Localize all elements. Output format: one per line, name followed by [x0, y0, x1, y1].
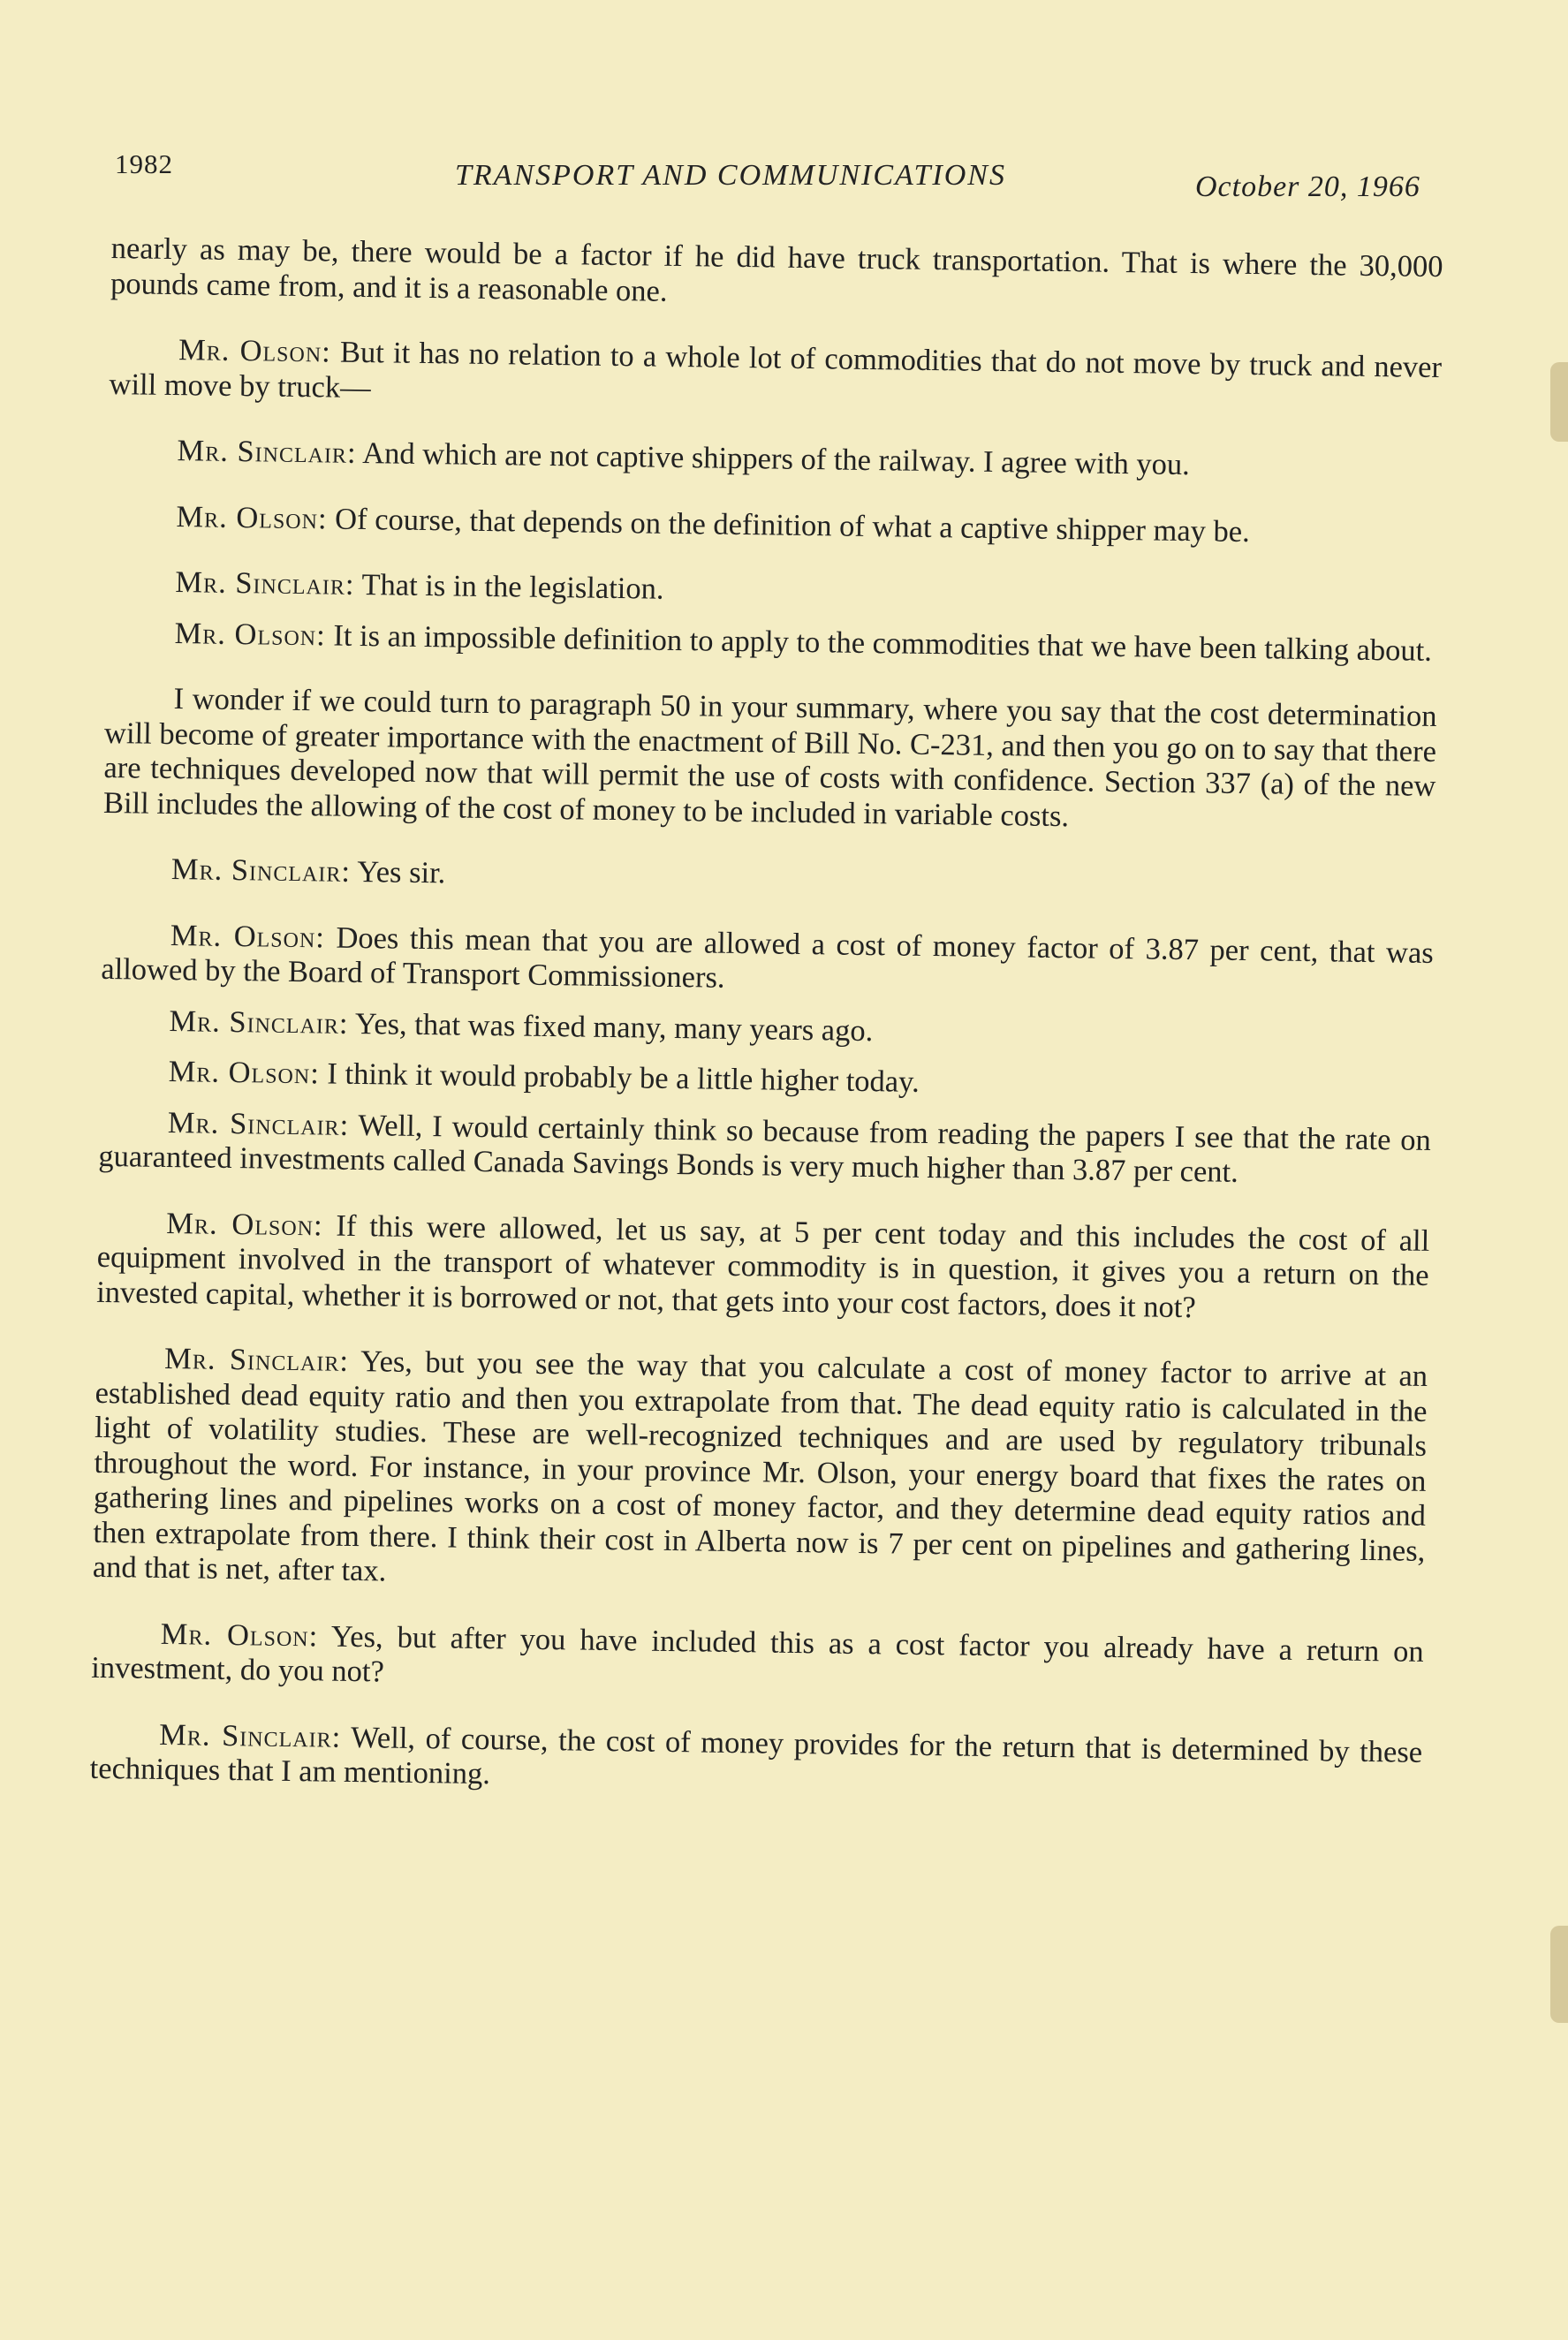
paragraph-text: Of course, that depends on the definition of what a captive shipper may be. — [334, 502, 1251, 549]
paragraph-text: Yes, but you see the way that you calculate a cost of money factor to arrive at an established dead equity ratio and then you extrapolate from that. The dead equity ratio is calculated in the light of volatility studies. These are well-recognized techniques and are used by regulatory tribunals throughout the word. For instance, in your province Mr. Olson, your energy board that fixes the rates on gathering lines and pipelines works on a cost of money factor, and they determine dead equity ratios and then extrapolate from there. I think their cost in Alberta now is 7 per cent on pipelines and gathering lines, and that is net, after tax. — [92, 1344, 1428, 1588]
paragraph-text: Yes sir. — [357, 854, 446, 890]
running-title: TRANSPORT AND COMMUNICATIONS — [455, 159, 1006, 192]
speaker-name: Mr. Olson: — [170, 918, 326, 954]
paragraph-text: I think it would probably be a little higher today. — [327, 1056, 920, 1099]
speaker-name: Mr. Olson: — [174, 616, 327, 652]
paragraph — [100, 1003, 1432, 1056]
paragraph — [98, 1104, 1431, 1193]
paragraph-text: nearly as may be, there would be a factor if he did have truck transportation. That is where the 30,000 pounds came from, and it is a reasonable one. — [110, 231, 1443, 308]
paragraph-text: It is an impossible definition to apply to the commodities that we have been talking about. — [333, 618, 1433, 668]
paragraph-text: I wonder if we could turn to paragraph 50 in your summary, where you say that the cost determination will become of greater importance with the enactment of Bill No. C-231, and then you go on to say that there are techniques developed now that will permit the use of costs with confidence. Section 337 (a) of the new Bill includes the allowing of the cost of money to be included in variable costs. — [102, 682, 1437, 833]
paragraph — [96, 1205, 1430, 1329]
paragraph — [102, 852, 1435, 905]
speaker-name: Mr. Sinclair: — [167, 1105, 350, 1142]
paragraph-text: And which are not captive shippers of the railway. I agree with you. — [362, 435, 1191, 482]
paragraph — [108, 433, 1440, 487]
paragraph — [107, 498, 1439, 552]
speaker-name: Mr. Sinclair: — [163, 1341, 350, 1378]
speaker-name: Mr. Sinclair: — [177, 434, 357, 470]
paragraph-text: Well, I would certainly think so because from reading the papers I see that the rate on guaranteed investments called Canada Savings Bonds is very much higher than 3.87 per cent. — [98, 1108, 1432, 1189]
speaker-name: Mr. Olson: — [178, 333, 332, 369]
paragraph-text: Yes, but after you have included this as a cost factor you already have a return on investment, do you not? — [91, 1619, 1424, 1689]
paragraph — [99, 1054, 1431, 1108]
speaker-name: Mr. Olson: — [166, 1206, 323, 1242]
paragraph-text: Well, of course, the cost of money provides for the return that is determined by these techniques that I am mentioning. — [89, 1720, 1423, 1791]
paragraph — [105, 615, 1437, 669]
paragraph — [103, 681, 1437, 839]
binding-mark — [1550, 1926, 1568, 2023]
paragraph-continuation — [110, 231, 1443, 320]
speaker-name: Mr. Olson: — [160, 1617, 319, 1653]
running-header — [0, 0, 1568, 203]
speaker-name: Mr. Sinclair: — [175, 565, 355, 602]
paragraph-text: Yes, that was fixed many, many years ago. — [354, 1006, 874, 1048]
speaker-name: Mr. Sinclair: — [169, 1003, 349, 1041]
paragraph — [91, 1616, 1424, 1704]
binding-mark — [1550, 362, 1568, 442]
paragraph — [93, 1341, 1428, 1604]
paragraph — [109, 332, 1442, 420]
page-number: 1982 — [115, 148, 173, 179]
paragraph — [101, 917, 1434, 1005]
transcript-body — [89, 231, 1443, 1836]
speaker-name: Mr. Sinclair: — [170, 852, 352, 889]
paragraph-text: If this were allowed, let us say, at 5 per cent today and this includes the cost of all equipment involved in the transport of whatever commodity is in question, it gives you a return on the invested capital, whether it is borrowed or not, that gets into your cost factors, does it not? — [95, 1208, 1430, 1324]
speaker-name: Mr. Olson: — [176, 499, 328, 535]
speaker-name: Mr. Olson: — [168, 1054, 321, 1091]
paragraph-text: But it has no relation to a whole lot of commodities that do not move by truck and never will move by truck— — [109, 335, 1443, 405]
paragraph-text: Does this mean that you are allowed a cost of money factor of 3.87 per cent, that was allowed by the Board of Transport Commissioners. — [101, 920, 1435, 995]
paragraph — [89, 1716, 1422, 1805]
paragraph — [106, 564, 1438, 618]
header-date: October 20, 1966 — [1195, 170, 1420, 203]
paragraph-text: That is in the legislation. — [361, 567, 664, 606]
speaker-name: Mr. Sinclair: — [158, 1717, 342, 1754]
